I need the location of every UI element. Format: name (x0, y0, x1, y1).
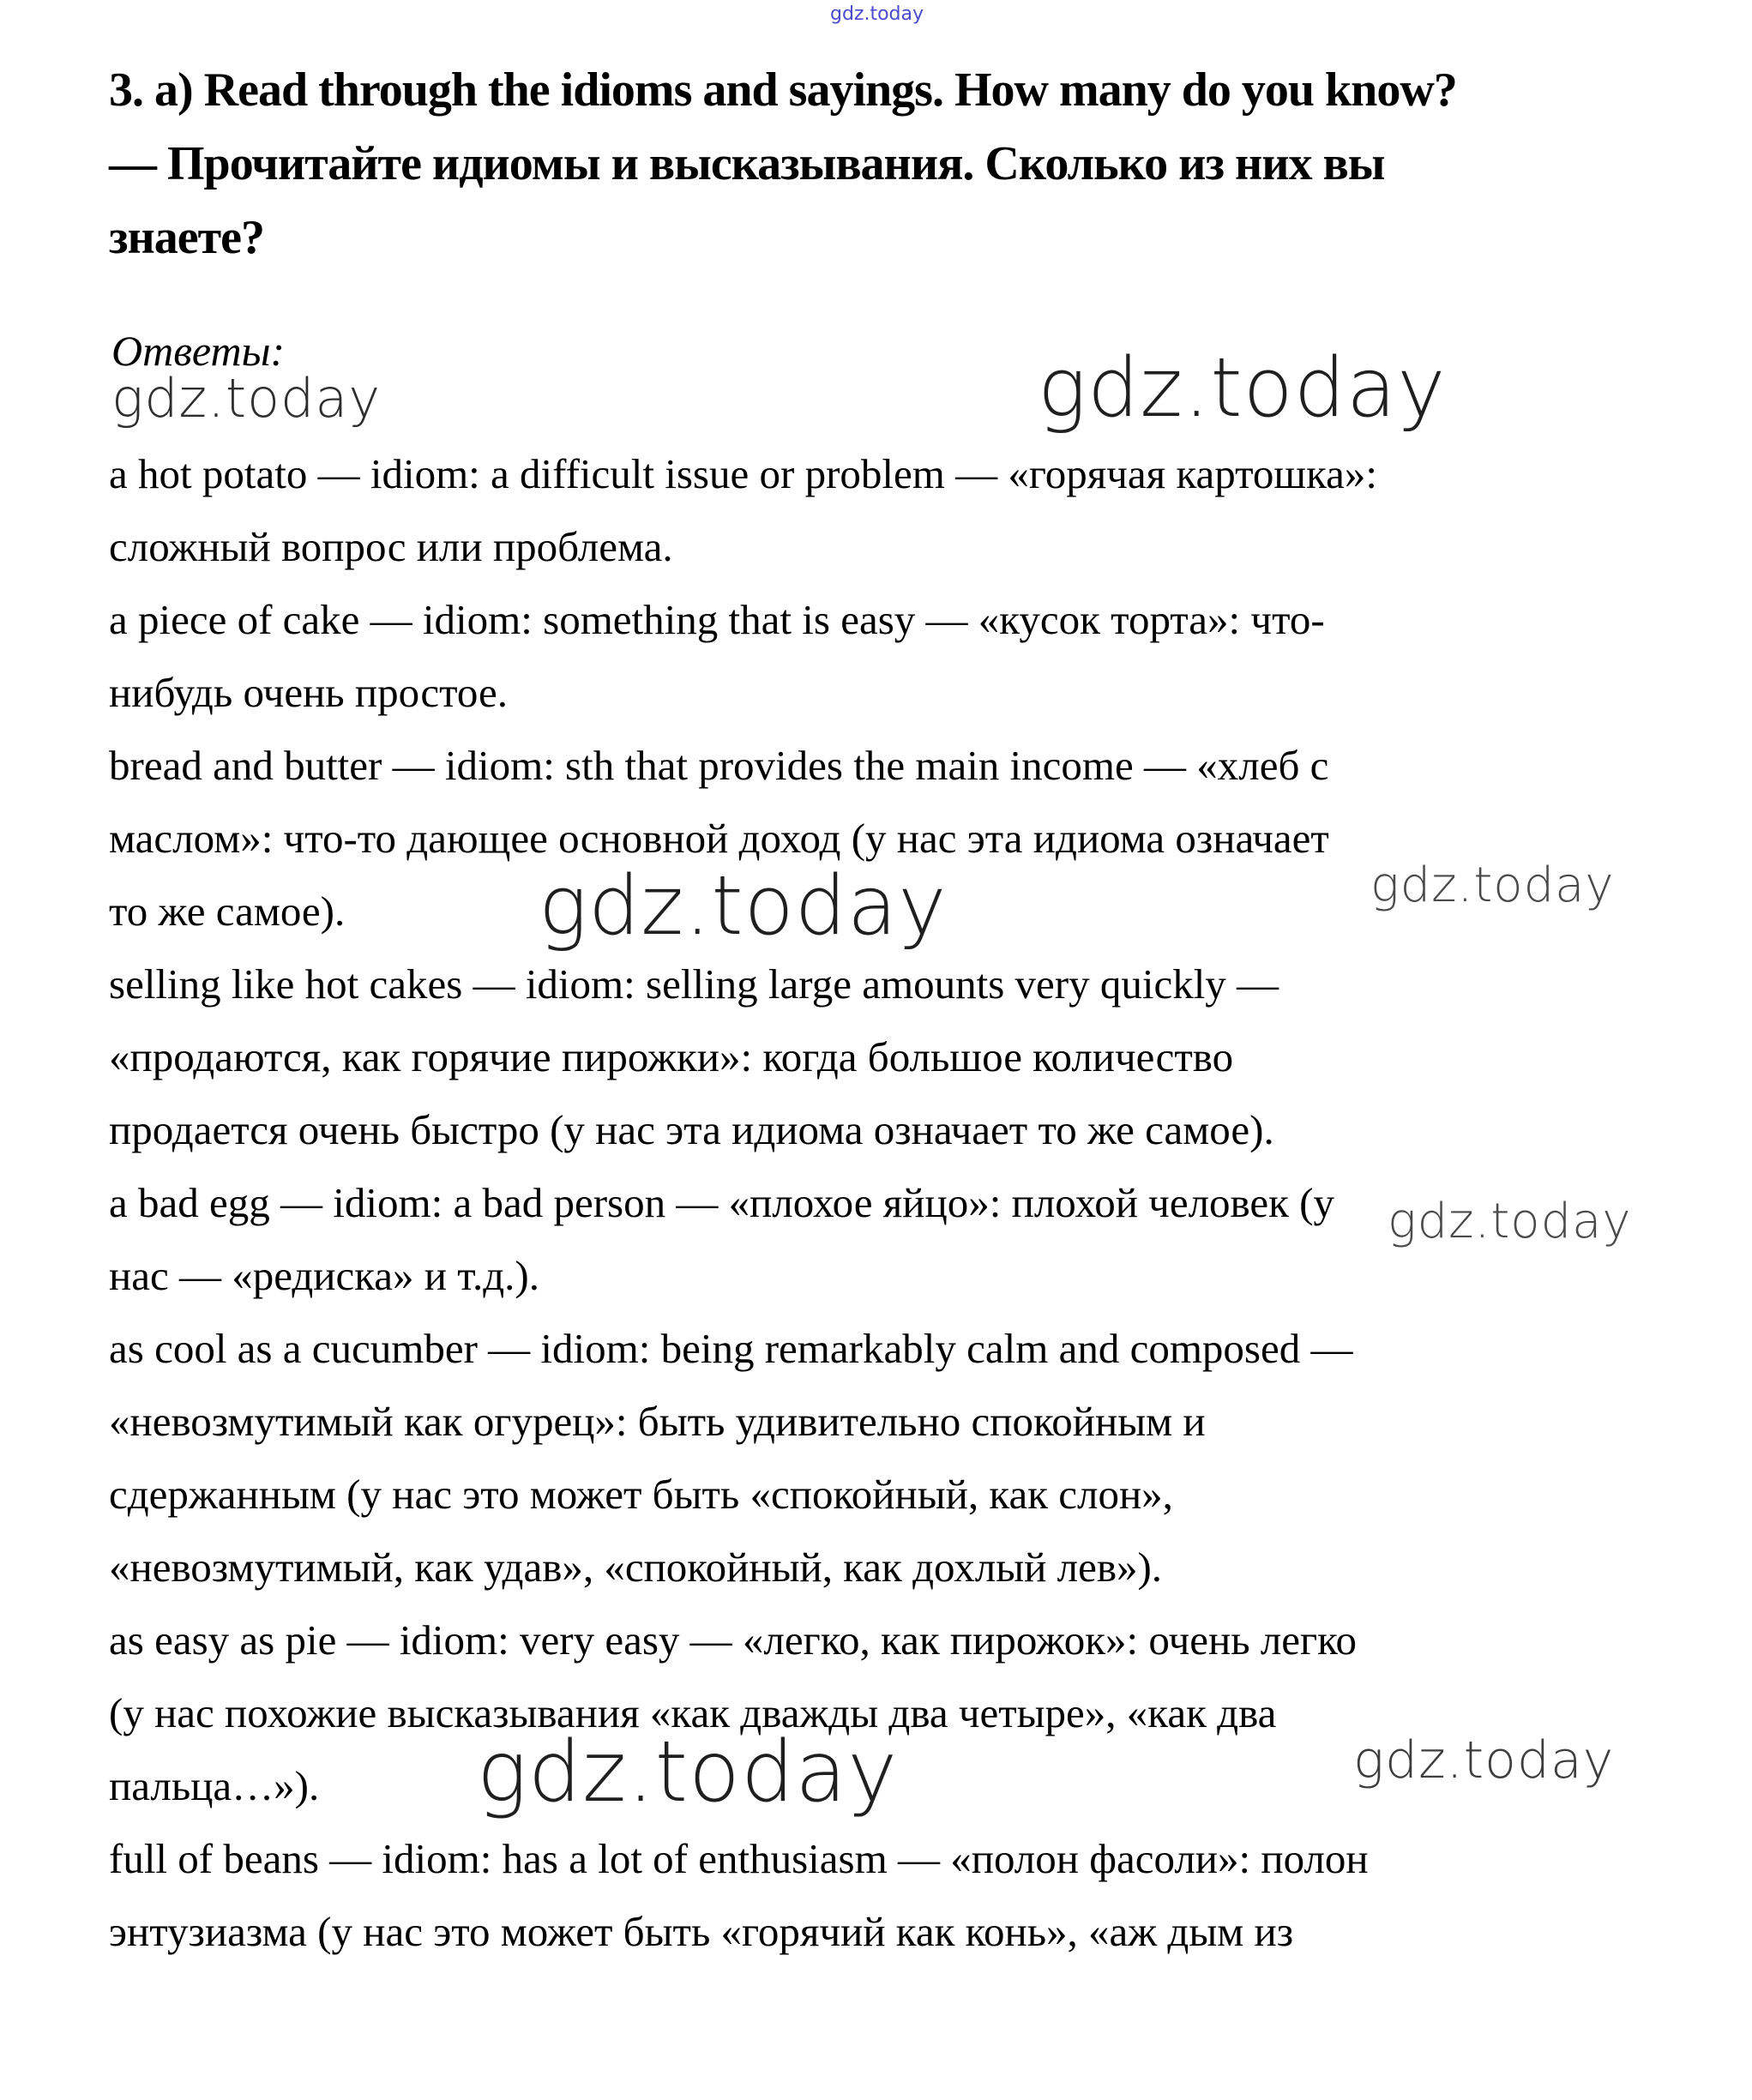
body-line: нас — «редиска» и т.д.). (109, 1252, 539, 1299)
body-line: as easy as pie — idiom: very easy — «легко, как пирожок»: очень легко (109, 1616, 1357, 1664)
body-line: нибудь очень простое. (109, 669, 508, 716)
answers-label: Ответы: (111, 327, 286, 375)
body-line: сдержанным (у нас это может быть «спокойный, как слон», (109, 1471, 1173, 1518)
body-line: full of beans — idiom: has a lot of enthusiasm — «полон фасоли»: полон (109, 1835, 1369, 1882)
gdz-watermark-top: gdz.today (830, 3, 924, 25)
gdz-watermark: gdz.today (1353, 1730, 1615, 1790)
gdz-watermark: gdz.today (1388, 1194, 1632, 1249)
body-line: a piece of cake — idiom: something that is easy — «кусок торта»: что- (109, 596, 1325, 643)
gdz-watermark: gdz.today (1370, 857, 1615, 913)
body-line: «продаются, как горячие пирожки»: когда большое количество (109, 1033, 1234, 1080)
body-line: a bad egg — idiom: a bad person — «плохое яйцо»: плохой человек (у (109, 1179, 1334, 1226)
body-line: bread and butter — idiom: sth that provides the main income — «хлеб с (109, 742, 1329, 789)
body-line: пальца…»). (109, 1762, 320, 1809)
body-line: a hot potato — idiom: a difficult issue or problem — «горячая картошка»: (109, 450, 1378, 497)
gdz-watermark: gdz.today (539, 859, 948, 954)
body-line: то же самое). (109, 888, 346, 935)
body-line: selling like hot cakes — idiom: selling large amounts very quickly — (109, 960, 1279, 1008)
gdz-watermark: gdz.today (111, 367, 382, 430)
exercise-heading (109, 53, 1457, 274)
body-line: продается очень быстро (у нас эта идиома означает то же самое). (109, 1106, 1274, 1153)
body-line: маслом»: что-то дающее основной доход (у нас эта идиома означает (109, 815, 1329, 862)
heading-line: 3. a) Read through the idioms and sayings. How many do you know? (109, 63, 1457, 117)
body-line: «невозмутимый как огурец»: быть удивительно спокойным и (109, 1398, 1206, 1445)
gdz-watermark: gdz.today (477, 1724, 899, 1821)
heading-line: знаете? (109, 211, 264, 264)
body-line: сложный вопрос или проблема. (109, 523, 673, 570)
answer-text (109, 437, 1377, 1968)
body-line: энтузиазма (у нас это может быть «горячий как конь», «аж дым из (109, 1908, 1294, 1955)
body-line: as cool as a cucumber — idiom: being remarkably calm and composed — (109, 1325, 1353, 1372)
body-line: «невозмутимый, как удав», «спокойный, как дохлый лев»). (109, 1543, 1163, 1591)
body-line: (у нас похожие высказывания «как дважды два четыре», «как два (109, 1689, 1277, 1736)
heading-line: — Прочитайте идиомы и высказывания. Сколько из них вы (109, 137, 1385, 190)
gdz-watermark: gdz.today (1038, 341, 1447, 436)
